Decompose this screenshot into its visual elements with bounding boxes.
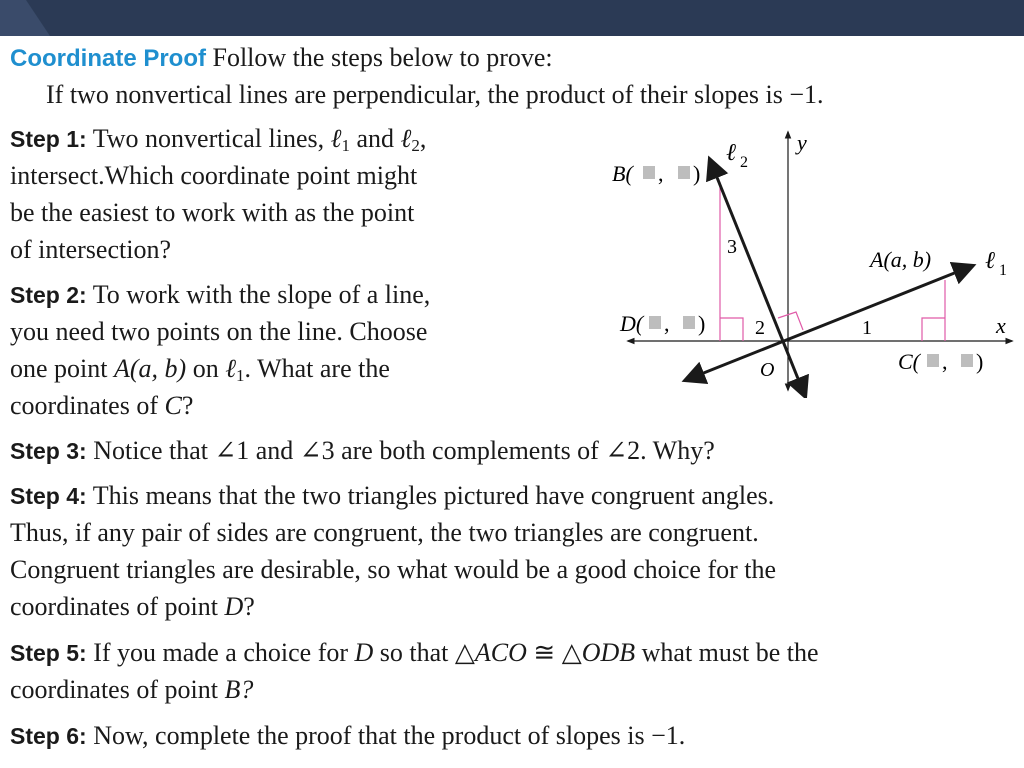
step5-text-b: so that (379, 638, 449, 667)
B-y-placeholder (678, 166, 690, 179)
l1-symbol: ℓ (330, 124, 342, 153)
l1-label: ℓ (985, 248, 995, 274)
x-axis-label: x (996, 313, 1006, 338)
step4-text-d: coordinates of point (10, 592, 218, 621)
point-D-2: D (354, 638, 374, 667)
B-x-placeholder (643, 166, 655, 179)
l1-label-sub: 1 (999, 262, 1007, 279)
top-bar-corner (0, 0, 60, 36)
l2-label-sub: 2 (740, 154, 748, 171)
D-sep: , (664, 311, 670, 336)
D-x-placeholder (649, 316, 661, 329)
B-close: ) (693, 161, 701, 186)
angle-1-label: 1 (862, 317, 872, 339)
triangle-ODB: △ODB (561, 638, 636, 667)
step5-line1 (10, 635, 819, 671)
step1-label: Step 1: (10, 126, 87, 152)
step2-line2: you need two points on the line. Choose (10, 317, 428, 346)
step2-text-a: one point (10, 354, 108, 383)
step5-label: Step 5: (10, 640, 87, 666)
step1-line4: of intersection? (10, 235, 171, 264)
title-intro: Follow the steps below to prove: (212, 43, 553, 72)
triangle-ACO-shape (922, 280, 945, 341)
step1-line3: be the easiest to work with as the point (10, 198, 415, 227)
point-D-label: D( (620, 311, 644, 336)
l2-symbol: ℓ (400, 124, 412, 153)
step5-line2 (10, 672, 253, 708)
step2-text-c: . What are the (244, 354, 390, 383)
step1-line2: intersect.Which coordinate point might (10, 161, 418, 190)
top-bar (0, 0, 1024, 36)
C-sep: , (942, 349, 948, 374)
C-y-placeholder (961, 354, 973, 367)
step6-line1 (10, 718, 685, 754)
step2-text: To work with the slope of a line, (92, 280, 431, 309)
C-close: ) (976, 349, 984, 374)
and-word: and (356, 124, 395, 153)
B-sep: , (658, 161, 664, 186)
l1-sub-2: 1 (236, 366, 245, 385)
step5-text-d: coordinates of point (10, 675, 218, 704)
step2-qmark: ? (181, 391, 194, 420)
triangle-ACO: △ACO (454, 638, 527, 667)
step2-text-d: coordinates of (10, 391, 159, 420)
step4-line1 (10, 478, 774, 514)
point-C-label: C( (898, 349, 920, 374)
step4-line2: Thus, if any pair of sides are congruent, the two triangles are congruent. (10, 518, 759, 547)
step5-text-c: what must be the (641, 638, 819, 667)
congruent-symbol: ≅ (533, 638, 556, 667)
step4-text: This means that the two triangles pictured have congruent angles. (92, 481, 775, 510)
line-l2 (710, 160, 805, 396)
point-B-label: B( (612, 161, 633, 186)
step1-text: Two nonvertical lines, (92, 124, 325, 153)
coordinate-diagram (600, 118, 1020, 398)
point-D: D (224, 592, 244, 621)
step4-line4 (10, 589, 255, 625)
step4-line3: Congruent triangles are desirable, so what would be a good choice for the (10, 555, 777, 584)
step3-line1 (10, 433, 715, 469)
point-B: B? (224, 675, 254, 704)
step4-qmark: ? (243, 592, 255, 621)
step2-text-b: on (192, 354, 219, 383)
step3-label: Step 3: (10, 438, 87, 464)
title-line (10, 40, 553, 77)
step2-line3 (10, 351, 390, 387)
step6-text: Now, complete the proof that the product of slopes is −1. (93, 721, 686, 750)
step2-label: Step 2: (10, 282, 87, 308)
section-heading: Coordinate Proof (10, 45, 206, 72)
right-angle-O (778, 312, 803, 330)
origin-label: O (760, 359, 775, 381)
l2-label: ℓ (726, 140, 736, 166)
comma: , (419, 124, 427, 153)
D-close: ) (698, 311, 706, 336)
D-y-placeholder (683, 316, 695, 329)
step5-text-a: If you made a choice for (93, 638, 349, 667)
angle-2-label: 2 (755, 317, 765, 339)
step3-text: Notice that ∠1 and ∠3 are both complements of ∠2. Why? (93, 436, 715, 465)
l2-sub: 2 (411, 136, 420, 155)
l1-sub: 1 (341, 136, 350, 155)
step6-label: Step 6: (10, 723, 87, 749)
C-x-placeholder (927, 354, 939, 367)
point-A: A(a, b) (114, 354, 187, 383)
step4-label: Step 4: (10, 483, 87, 509)
theorem-statement: If two nonvertical lines are perpendicular, the product of their slopes is −1. (46, 80, 824, 109)
point-A-label: A(a, b) (870, 247, 932, 272)
y-axis-label: y (797, 130, 807, 155)
point-C: C (164, 391, 182, 420)
step2-line1 (10, 277, 430, 313)
angle-3-label: 3 (727, 236, 737, 258)
step1-line1 (10, 121, 426, 157)
triangle-ODB-shape (720, 182, 743, 341)
l1-symbol-2: ℓ (225, 354, 237, 383)
step2-line4 (10, 388, 193, 424)
